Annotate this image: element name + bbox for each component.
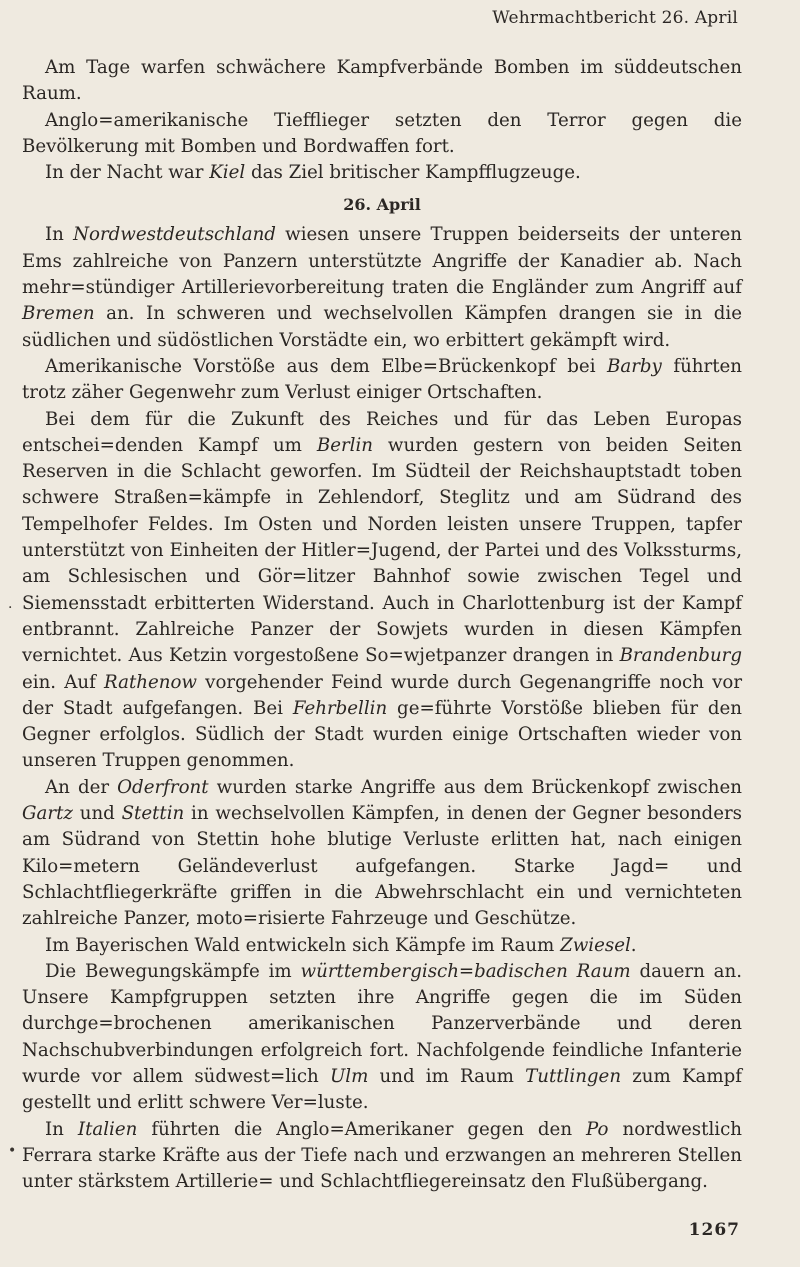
paragraph: An der Oderfront wurden starke Angriffe aus dem Brückenkopf zwischen Gartz und Stettin in wechselvollen Kämpfen, in denen der Gegner besonders am Südrand von Stettin hohe blutige Verluste erlitten hat, nach einigen Kilo=metern Geländeverlust aufgefangen. Starke Jagd= und Schlachtfliegerkräfte griffen in die Abwehrschlacht ein und vernichteten zahlreiche Panzer, moto=risierte Fahrzeuge und Geschütze. xyxy=(22,776,742,930)
running-header: Wehrmachtbericht 26. April xyxy=(492,8,738,28)
margin-dot-mark: · xyxy=(8,600,13,616)
body-text xyxy=(22,55,742,1195)
paragraph: Anglo=amerikanische Tiefflieger setzten den Terror gegen die Bevölkerung mit Bomben und Bordwaffen fort. xyxy=(22,109,742,157)
page-number: 1267 xyxy=(688,1220,740,1240)
paragraph: Amerikanische Vorstöße aus dem Elbe=Brückenkopf bei Barby führten trotz zäher Gegenwehr zum Verlust einiger Ortschaften. xyxy=(22,355,742,404)
section-heading: 26. April xyxy=(343,195,421,215)
paragraph: In der Nacht war Kiel das Ziel britischer Kampfflugzeuge. xyxy=(45,162,581,184)
paragraph: Die Bewegungskämpfe im württembergisch=badischen Raum dauern an. Unsere Kampfgruppen setzten ihre Angriffe gegen die im Süden durchge=brochenen amerikanischen Panzerverbände und deren Nachschubverbindungen erfolgreich fort. Nachfolgende feindliche Infanterie wurde vor allem südwest=lich Ulm und im Raum Tuttlingen zum Kampf gestellt und erlitt schwere Ver=luste. xyxy=(22,960,742,1114)
margin-bullet-mark: • xyxy=(8,1143,17,1159)
paragraph: Am Tage warfen schwächere Kampfverbände Bomben im süddeutschen Raum. xyxy=(22,57,742,105)
paragraph: Bei dem für die Zukunft des Reiches und für das Leben Europas entschei=denden Kampf um Berlin wurden gestern von beiden Seiten Reserven in die Schlacht geworfen. Im Südteil der Reichshauptstadt toben schwere Straßen=kämpfe in Zehlendorf, Steglitz und am Südrand des Tempelhofer Feldes. Im Osten und Norden leisten unsere Truppen, tapfer unterstützt von Einheiten der Hitler=Jugend, der Partei und des Volkssturms, am Schlesischen und Gör=litzer Bahnhof sowie zwischen Tegel und Siemensstadt erbitterten Widerstand. Auch in Charlottenburg ist der Kampf entbrannt. Zahlreiche Panzer der Sowjets wurden in diesen Kämpfen vernichtet. Aus Ketzin vorgestoßene So=wjetpanzer drangen in Brandenburg ein. Auf Rathenow vorgehender Feind wurde durch Gegenangriffe noch vor der Stadt aufgefangen. Bei Fehrbellin ge=führte Vorstöße blieben für den Gegner erfolglos. Südlich der Stadt wurden einige Ortschaften wieder von unseren Truppen genommen. xyxy=(22,408,743,772)
paragraph: In Italien führten die Anglo=Amerikaner gegen den Po nordwestlich Ferrara starke Kräfte aus der Tiefe nach und erzwangen an mehreren Stellen unter stärkstem Artillerie= und Schlachtfliegereinsatz den Flußübergang. xyxy=(22,1118,742,1193)
paragraph: Im Bayerischen Wald entwickeln sich Kämpfe im Raum Zwiesel. xyxy=(45,934,637,956)
paragraph: In Nordwestdeutschland wiesen unsere Truppen beiderseits der unteren Ems zahlreiche von Panzern unterstützte Angriffe der Kanadier ab. Nach mehr=stündiger Artillerievorbereitung traten die Engländer zum Angriff auf Bremen an. In schweren und wechselvollen Kämpfen drangen sie in die südlichen und südöstlichen Vorstädte ein, wo erbittert gekämpft wird. xyxy=(22,224,742,351)
